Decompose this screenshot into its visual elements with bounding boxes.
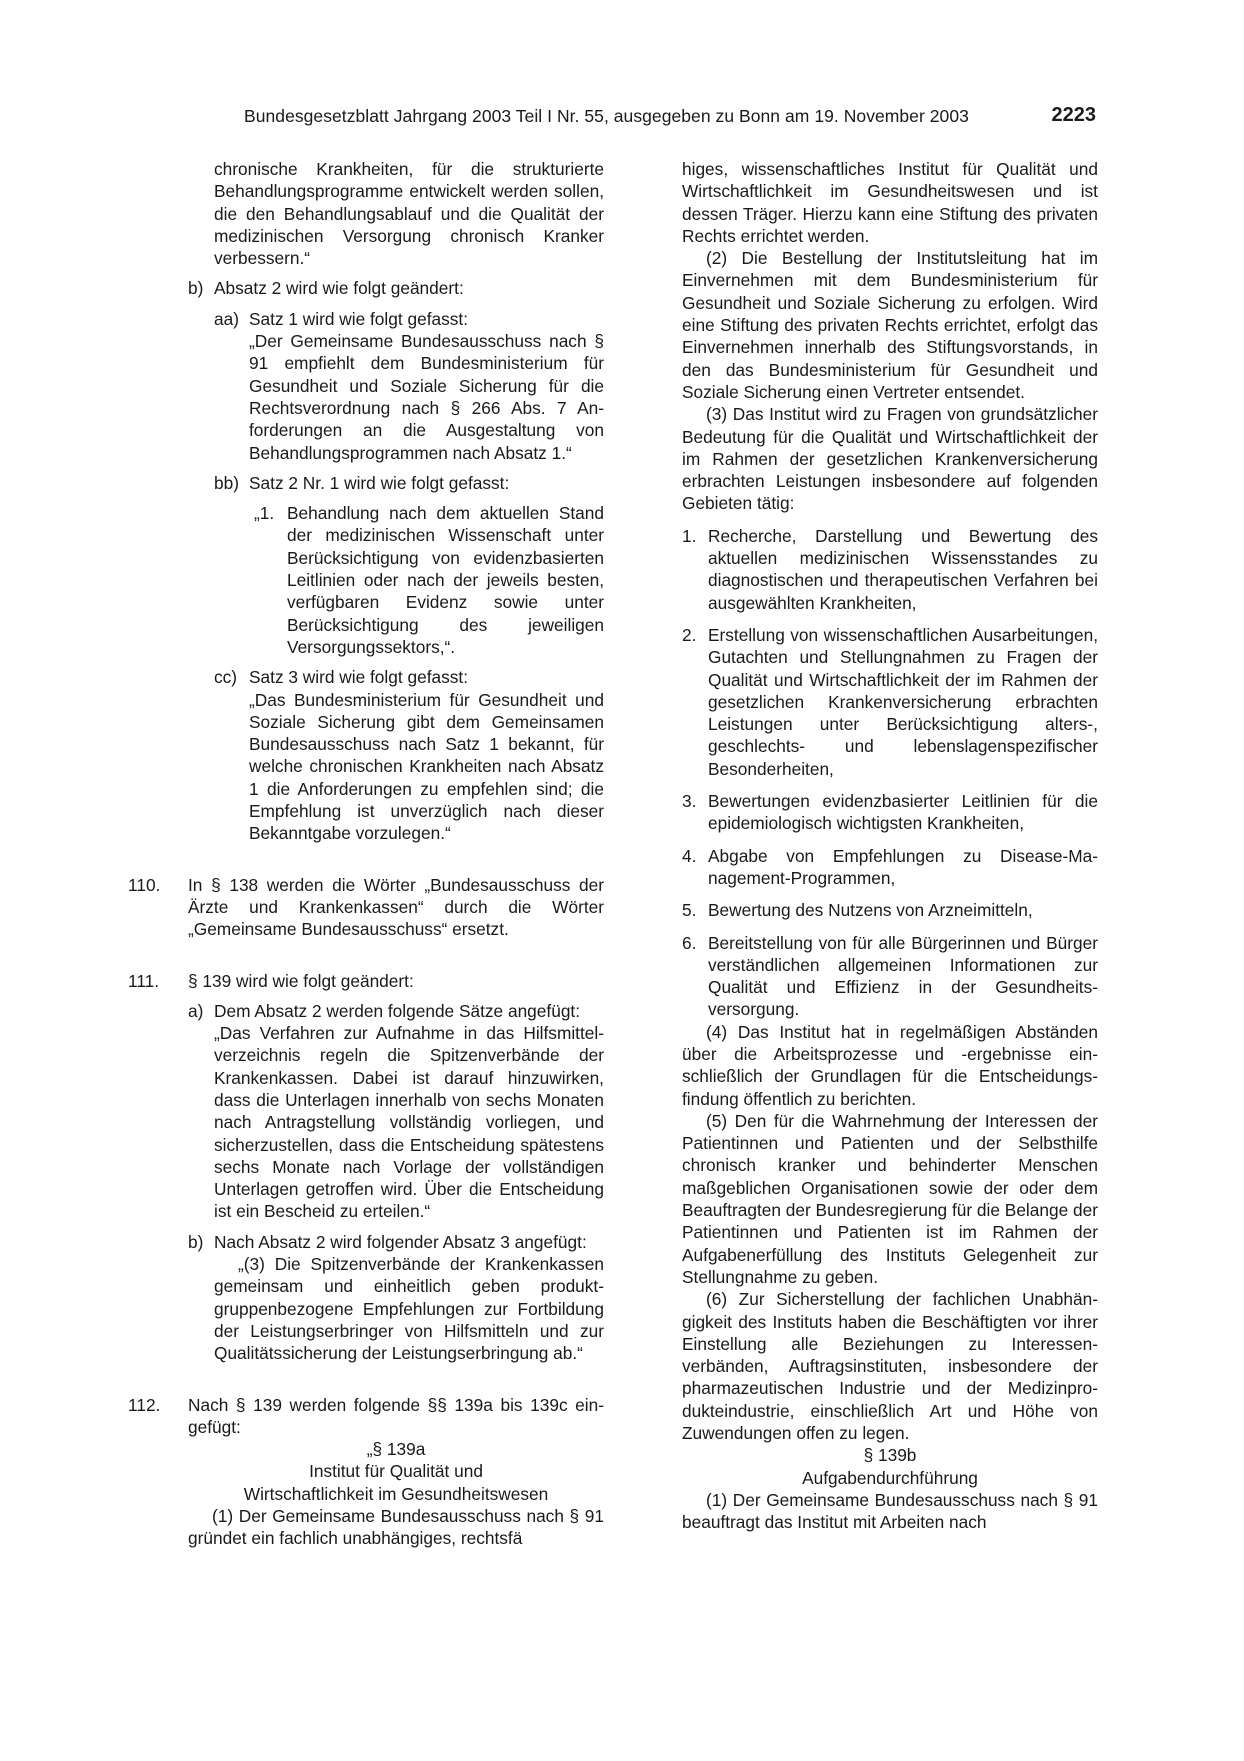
intro-paragraph: chronische Krankheiten, für die strukturierte Behandlungsprogramme entwickelt werden sollen, die den Behandlungsablauf und die Qualität der medizinischen Versorgung chronisch Kranker verbessern.“ xyxy=(214,159,604,269)
paragraph-2: (2) Die Bestellung der Institutsleitung hat im Einvernehmen mit dem Bundesministerium für Gesundheit und Soziale Sicherung zu erfolgen. Wird eine Stiftung des privaten Rechts errichtet, erfolgt das Einvernehmen innerhalb des Stiftungsvorstands, in den das Bundesministerium für Gesundheit und Soziale Sicherung einen Vertreter entsendet. xyxy=(682,248,1098,402)
list-item-text: Abgabe von Empfehlungen zu Disease-Management-Programmen, xyxy=(708,845,1098,888)
list-label: b) xyxy=(188,1231,204,1252)
list-item xyxy=(682,790,1098,835)
list-item-number: 4. xyxy=(682,845,697,866)
section-139a-subtitle-line-1: Institut für Qualität und xyxy=(309,1461,483,1482)
amendment-b xyxy=(128,277,604,299)
list-text: Satz 1 wird wie folgt gefasst: xyxy=(249,308,468,329)
list-text: Nach Absatz 2 wird folgender Absatz 3 angefügt: xyxy=(214,1231,587,1252)
quoted-text: „Das Verfahren zur Aufnahme in das Hilfsmittelverzeichnis regeln die Spitzenverbände der Krankenkassen. Dabei ist darauf hinzuwirken, dass die Unterlagen innerhalb von sechs Monaten nach Antragstellung vollständig vorliegen, und sicherzustellen, dass die Entscheidung spätestens sechs Monate nach Vorlage der vollständigen Unterlagen getroffen wird. Über die Entscheidung ist ein Bescheid zu erteilen.“ xyxy=(214,1023,604,1222)
list-text: Satz 3 wird wie folgt gefasst: xyxy=(249,667,468,688)
item-text: Nach § 139 werden folgende §§ 139a bis 139c eingefügt: xyxy=(188,1394,604,1437)
list-label: a) xyxy=(188,1000,204,1021)
list-item-number: 2. xyxy=(682,624,697,645)
paragraph-5: (5) Den für die Wahrnehmung der Interessen der Patientinnen und Patienten und der Selbsthilfe chronisch kranker und behinderter Menschen maßgeblichen Organisationen sowie der oder dem Beauftragten der Bundesregierung für die Belange der Patientinnen und Patienten ist im Rahmen der Aufgabenerfüllung des Instituts Gelegenheit zur Stellungnahme zu geben. xyxy=(682,1110,1098,1287)
section-139a-title: „§ 139a xyxy=(366,1439,426,1460)
article-item-110 xyxy=(128,874,604,941)
list-label: aa) xyxy=(214,308,239,329)
list-item-text: Recherche, Darstellung und Bewertung des aktuellen medizinischen Wissensstandes zu diagnostischen und therapeutischen Verfahren bei ausgewählten Krankheiten, xyxy=(708,525,1098,613)
list-text: Satz 2 Nr. 1 wird wie folgt gefasst: xyxy=(249,472,510,493)
page-number: 2223 xyxy=(1051,104,1096,126)
list-item-text: Bereitstellung von für alle Bürgerinnen und Bürger verständlichen allgemeinen Informationen zur Qualität und Effizienz in der Gesundheitsversorgung. xyxy=(708,932,1098,1020)
paragraph-6: (6) Zur Sicherstellung der fachlichen Unabhängigkeit des Instituts haben die Beschäftigten vor ihrer Einstellung alle Beziehungen zu Interessenverbänden, Auftragsinstituten, insbesondere der pharmazeutischen Industrie und der Medizinprodukteindustrie, einschließlich Art und Höhe von Zuwendungen offen zu legen. xyxy=(682,1289,1098,1444)
list-item xyxy=(682,899,1098,921)
left-column xyxy=(128,158,604,1550)
quoted-text: „Das Bundesministerium für Gesundheit und Soziale Sicherung gibt dem Gemeinsamen Bundesausschuss nach Satz 1 bekannt, für welche chronischen Krankheiten nach Absatz 1 die Anforderungen zu empfehlen sind; die Empfehlung ist unverzüglich nach dieser Bekanntgabe vorzulegen.“ xyxy=(249,689,604,844)
running-header xyxy=(244,104,1096,132)
section-139a-subtitle-line-2: Wirtschaftlichkeit im Gesundheitswesen xyxy=(243,1483,549,1504)
list-item xyxy=(682,525,1098,614)
list-item xyxy=(682,932,1098,1021)
list-text: Dem Absatz 2 werden folgende Sätze angefügt: xyxy=(214,1000,581,1021)
list-item-number: 6. xyxy=(682,932,697,953)
amendment-bb xyxy=(128,472,604,494)
list-item-number: 3. xyxy=(682,791,697,812)
quoted-text: „(3) Die Spitzenverbände der Krankenkassen gemeinsam und einheitlich geben produktgruppenbezogene Empfehlungen zur Fortbildung der Leistungserbringer von Hilfsmitteln und zur Qualitätssicherung der Leistungserbringung ab.“ xyxy=(214,1254,604,1364)
section-139b-paragraph-1: (1) Der Gemeinsame Bundesausschuss nach § 91 beauftragt das Institut mit Arbeiten nach xyxy=(682,1489,1098,1533)
quoted-item-label: „1. xyxy=(254,503,275,524)
list-item-number: 1. xyxy=(682,525,697,546)
article-item-112 xyxy=(128,1394,604,1439)
list-item-number: 5. xyxy=(682,900,697,921)
list-text: Absatz 2 wird wie folgt geändert: xyxy=(214,278,464,299)
paragraph-3: (3) Das Institut wird zu Fragen von grundsätzlicher Bedeutung für die Qualität und Wirtschaftlichkeit der im Rahmen der gesetzlichen Krankenversicherung erbrachten Leistungen insbesondere auf folgenden Gebieten tätig: xyxy=(682,404,1098,514)
right-column xyxy=(682,158,1098,1534)
paragraph-4: (4) Das Institut hat in regelmäßigen Abständen über die Arbeitsprozesse und -ergebnisse einschließlich der Grundlagen für die Entscheidungsfindung öffentlich zu berichten. xyxy=(682,1021,1098,1109)
item-text: In § 138 werden die Wörter „Bundesausschuss der Ärzte und Krankenkassen“ durch die Wörter „Gemeinsame Bundesausschuss“ ersetzt. xyxy=(188,874,604,940)
list-label: cc) xyxy=(214,667,238,688)
list-label: bb) xyxy=(214,472,239,493)
amendment-aa xyxy=(128,308,604,330)
quoted-item xyxy=(128,502,604,658)
list-item-text: Bewertung des Nutzens von Arzneimitteln, xyxy=(708,900,1033,921)
item-number: 111. xyxy=(128,970,160,991)
list-label: b) xyxy=(188,278,204,299)
amendment-111-a xyxy=(128,1000,604,1022)
list-item xyxy=(682,845,1098,890)
list-item xyxy=(682,624,1098,780)
section-139a-subtitle xyxy=(128,1460,604,1505)
item-text: § 139 wird wie folgt geändert: xyxy=(188,970,414,991)
header-title: Bundesgesetzblatt Jahrgang 2003 Teil I Nr. 55, ausgegeben zu Bonn am 19. November 2003 xyxy=(244,106,969,126)
amendment-cc xyxy=(128,666,604,688)
quoted-text: Behandlung nach dem aktuellen Stand der medizinischen Wissenschaft unter Berücksichtigung von evidenzbasierten Leitlinien oder nach der jeweils besten, verfügbaren Evidenz sowie unter Berücksichtigung des jeweiligen Versorgungssektors,“. xyxy=(287,503,604,657)
list-item-text: Bewertungen evidenzbasierter Leitlinien für die epidemiologisch wichtigsten Krankheiten, xyxy=(708,791,1098,834)
item-number: 112. xyxy=(128,1394,161,1415)
article-item-111 xyxy=(128,970,604,992)
list-item-text: Erstellung von wissenschaftlichen Ausarbeitungen, Gutachten und Stellungnahmen zu Fragen der Qualität und Wirtschaftlichkeit der im Rahmen der gesetzlichen Krankenversicherung erbrachten Leistungen unter Berücksichtigung alters-, geschlechts- und lebenslagenspezifischer Besonderheiten, xyxy=(708,624,1098,779)
quoted-text: „Der Gemeinsame Bundesausschuss nach § 91 empfiehlt dem Bundesministerium für Gesundheit und Soziale Sicherung für die Rechtsverordnung nach § 266 Abs. 7 Anforderungen an die Ausgestaltung von Behandlungsprogrammen nach Absatz 1.“ xyxy=(249,331,604,463)
amendment-111-b xyxy=(128,1231,604,1253)
item-number: 110. xyxy=(128,874,161,895)
section-139b-subtitle: Aufgabendurchführung xyxy=(802,1467,978,1488)
section-139b-title: § 139b xyxy=(863,1445,917,1466)
section-139a-paragraph-1: (1) Der Gemeinsame Bundesausschuss nach § 91 gründet ein fachlich unabhängiges, rechtsfä xyxy=(188,1506,604,1549)
continued-paragraph: higes, wissenschaftliches Institut für Qualität und Wirtschaftlichkeit im Gesundheitswesen und ist dessen Träger. Hierzu kann eine Stiftung des privaten Rechts errichtet werden. xyxy=(682,159,1098,246)
